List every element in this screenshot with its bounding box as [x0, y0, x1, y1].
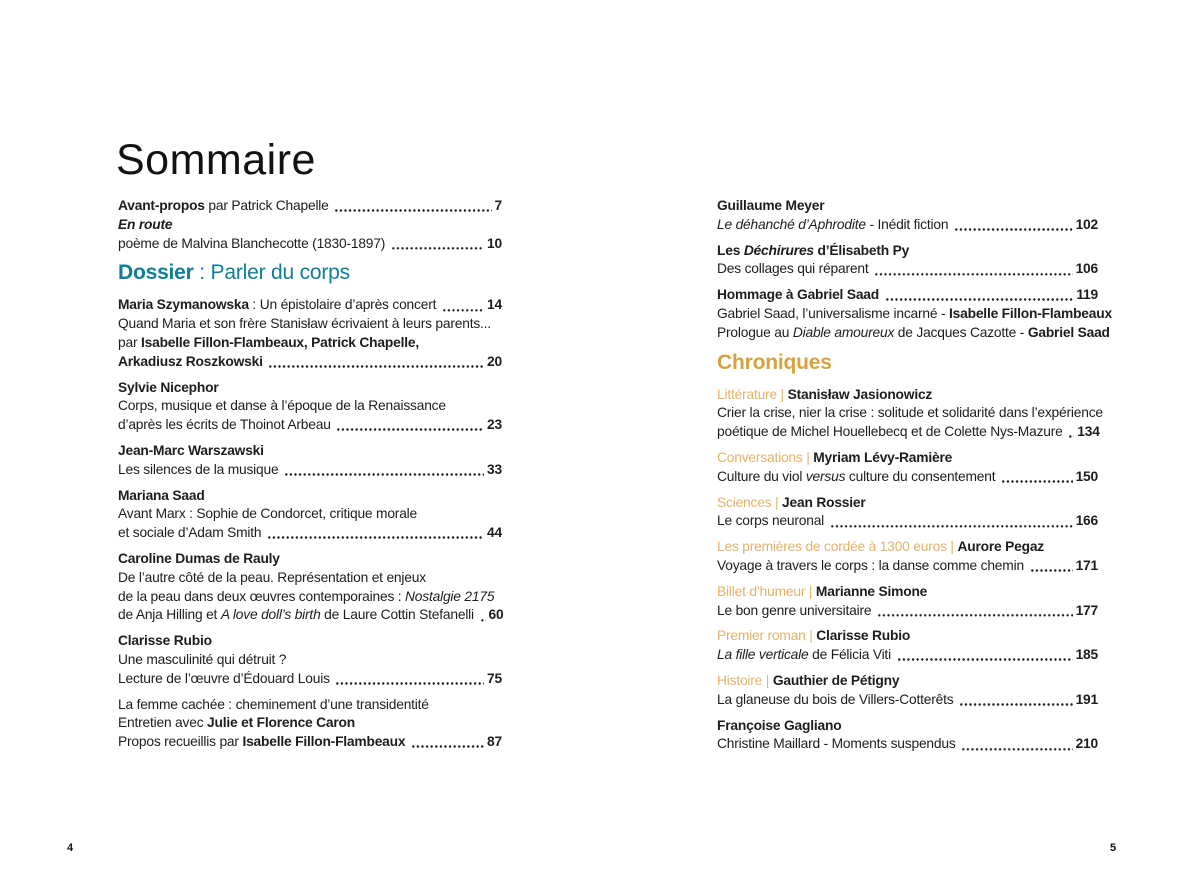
toc-line	[118, 606, 502, 625]
page-ref: 119	[1076, 287, 1098, 303]
toc-text-segment: Histoire	[717, 672, 763, 688]
toc-line	[118, 733, 502, 752]
toc-line	[118, 353, 502, 372]
toc-text-segment: La glaneuse du bois de Villers-Cotterêts	[717, 691, 958, 707]
toc-text-segment: Des collages qui réparent	[717, 261, 873, 277]
dot-leader-icon	[1001, 479, 1073, 484]
toc-text-segment: |	[776, 386, 788, 402]
toc-text-segment: poème de Malvina Blanchecotte (1830-1897)	[118, 235, 389, 251]
toc-entry	[118, 487, 502, 543]
toc-line	[118, 487, 502, 506]
page-title: Sommaire	[116, 135, 316, 184]
toc-text-segment: Gabriel Saad, l’universalisme incarné -	[717, 305, 950, 321]
toc-line	[717, 260, 1098, 279]
toc-text-segment: Les premières de cordée à 1300 euros	[717, 539, 947, 555]
toc-text-segment: Avant-propos	[118, 198, 205, 213]
left-column	[118, 197, 502, 759]
toc-line	[118, 442, 502, 461]
toc-text-segment: Nostalgie 2175	[405, 588, 495, 604]
toc-line	[717, 646, 1098, 665]
toc-line	[118, 588, 502, 607]
toc-text-segment: La femme cachée : cheminement d’une transidentité	[118, 696, 429, 712]
toc-text-segment: Prologue au	[717, 324, 793, 340]
toc-text-segment: Les silences de la musique	[118, 461, 283, 477]
dot-leader-icon	[411, 744, 484, 749]
toc-text-segment: Guillaume Meyer	[717, 198, 825, 213]
toc-text-segment: Marianne Simone	[815, 583, 928, 599]
toc-text-segment: Isabelle Fillon-Flambeaux	[949, 305, 1112, 321]
page-ref: 60	[488, 607, 504, 623]
toc-text-segment: d’Élisabeth Py	[813, 242, 910, 258]
toc-text-segment: Christine Maillard - Moments suspendus	[717, 736, 960, 752]
toc-line	[717, 197, 1098, 216]
toc-text-segment: Hommage à Gabriel Saad	[717, 287, 883, 303]
toc-text-segment: Entretien avec	[118, 715, 208, 731]
toc-text-segment: Sylvie Nicephor	[118, 379, 219, 395]
dot-leader-icon	[334, 208, 491, 213]
toc-line	[717, 423, 1098, 442]
toc-text-segment: |	[946, 539, 958, 555]
page-ref: 23	[487, 417, 502, 433]
toc-line	[118, 315, 502, 334]
page-ref: 20	[487, 353, 502, 369]
toc-entry	[717, 449, 1098, 487]
toc-entry	[717, 627, 1098, 665]
toc-entry	[717, 197, 1098, 235]
toc-line	[118, 296, 502, 315]
toc-entry	[717, 242, 1098, 280]
toc-text-segment: |	[805, 583, 816, 599]
toc-text-segment: Sciences	[717, 494, 772, 510]
toc-line	[118, 696, 502, 715]
page-ref: 166	[1075, 513, 1098, 529]
toc-line	[717, 602, 1098, 621]
toc-text-segment: Avant Marx : Sophie de Condorcet, critique morale	[118, 506, 417, 522]
toc-entry	[118, 379, 502, 435]
toc-line	[717, 216, 1098, 235]
toc-line	[717, 386, 1098, 405]
toc-entry	[717, 286, 1112, 342]
toc-text-segment: Julie et Florence Caron	[207, 715, 356, 731]
section-header	[118, 260, 502, 286]
dot-leader-icon	[897, 657, 1073, 662]
toc-text-segment: La fille verticale	[717, 647, 809, 663]
toc-entry	[717, 538, 1098, 576]
toc-text-segment: Jean Rossier	[782, 494, 866, 510]
toc-line	[717, 538, 1098, 557]
dot-leader-icon	[442, 308, 484, 313]
toc-text-segment: Littérature	[717, 386, 777, 402]
toc-text-segment: versus	[805, 468, 846, 484]
dot-leader-icon	[961, 747, 1072, 752]
page-ref: 191	[1075, 691, 1098, 707]
toc-text-segment: Dossier	[118, 261, 194, 285]
page-ref: 185	[1075, 647, 1098, 663]
toc-line	[118, 569, 502, 588]
toc-entry	[717, 583, 1098, 621]
toc-entry	[717, 717, 1098, 755]
page-ref: 44	[487, 525, 502, 541]
toc-text-segment: A love doll’s birth	[220, 607, 321, 623]
toc-line	[717, 449, 1098, 468]
toc-text-segment: Caroline Dumas de Rauly	[118, 550, 280, 566]
toc-line	[118, 505, 502, 524]
toc-line	[717, 512, 1098, 531]
page-ref: 171	[1075, 557, 1098, 573]
page-ref: 75	[487, 670, 502, 686]
toc-line	[717, 324, 1110, 343]
toc-line	[717, 627, 1098, 646]
page-ref: 177	[1075, 602, 1098, 618]
toc-line	[717, 557, 1098, 576]
page-ref: 150	[1075, 468, 1098, 484]
dot-leader-icon	[874, 272, 1072, 277]
toc-text-segment: Corps, musique et danse à l’époque de la Renaissance	[118, 398, 446, 414]
right-column	[717, 197, 1112, 761]
page-ref: 10	[487, 235, 502, 251]
section-header	[717, 350, 1098, 376]
toc-text-segment: Stanisław Jasionowicz	[787, 386, 933, 402]
toc-entry	[118, 442, 502, 480]
toc-text-segment: par Patrick Chapelle	[204, 198, 333, 213]
toc-text-segment: Clarisse Rubio	[816, 628, 911, 644]
toc-text-segment: Premier roman	[717, 628, 806, 644]
toc-entry	[118, 197, 502, 253]
dot-leader-icon	[336, 427, 484, 432]
toc-text-segment: Voyage à travers le corps : la danse comme chemin	[717, 557, 1028, 573]
page-ref: 14	[487, 297, 502, 313]
toc-entry	[118, 296, 502, 371]
toc-text-segment: Mariana Saad	[118, 487, 205, 503]
toc-text-segment: Gauthier de Pétigny	[772, 672, 900, 688]
toc-line	[717, 691, 1098, 710]
toc-text-segment: |	[771, 494, 783, 510]
toc-text-segment: et sociale d’Adam Smith	[118, 525, 266, 541]
toc-text-segment: - Inédit fiction	[865, 216, 952, 232]
toc-text-segment: Conversations	[717, 449, 803, 465]
dot-leader-icon	[959, 702, 1073, 707]
toc-text-segment: Maria Szymanowska	[118, 297, 249, 313]
toc-line	[118, 334, 502, 353]
toc-text-segment: Clarisse Rubio	[118, 633, 212, 649]
toc-text-segment: Le corps neuronal	[717, 513, 828, 529]
page-ref: 210	[1075, 736, 1098, 752]
toc-text-segment: Chroniques	[717, 350, 832, 374]
toc-line	[118, 416, 502, 435]
toc-line	[717, 735, 1098, 754]
toc-text-segment: Crier la crise, nier la crise : solitude et solidarité dans l’expérience	[717, 405, 1103, 421]
toc-entry	[717, 672, 1098, 710]
toc-line	[717, 672, 1098, 691]
toc-line	[717, 494, 1098, 513]
toc-text-segment: de Jacques Cazotte -	[894, 324, 1028, 340]
dot-leader-icon	[1030, 568, 1073, 573]
page-ref: 87	[487, 734, 502, 750]
toc-line	[717, 242, 1098, 261]
toc-line	[717, 468, 1098, 487]
toc-text-segment: Myriam Lévy-Ramière	[813, 449, 953, 465]
toc-text-segment: de Anja Hilling et	[118, 607, 221, 623]
toc-text-segment: |	[762, 672, 773, 688]
toc-line	[118, 397, 502, 416]
dot-leader-icon	[268, 364, 484, 369]
toc-text-segment: Isabelle Fillon-Flambeaux	[242, 734, 409, 750]
dot-leader-icon	[1068, 434, 1074, 439]
toc-line	[717, 404, 1103, 423]
toc-line	[118, 550, 502, 569]
toc-line	[118, 379, 502, 398]
toc-line	[118, 235, 502, 254]
dot-leader-icon	[830, 524, 1073, 529]
toc-line	[118, 197, 502, 216]
page-ref: 106	[1075, 261, 1098, 277]
folio-right: 5	[1110, 842, 1117, 854]
toc-entry	[717, 386, 1103, 442]
toc-line	[118, 524, 502, 543]
toc-entry	[118, 696, 502, 752]
toc-entry	[118, 550, 502, 625]
toc-text-segment: d’après les écrits de Thoinot Arbeau	[118, 417, 335, 433]
toc-text-segment: Les	[717, 242, 744, 258]
toc-line	[118, 714, 502, 733]
toc-text-segment: Aurore Pegaz	[957, 539, 1044, 555]
toc-text-segment: |	[802, 449, 814, 465]
toc-text-segment: Culture du viol	[717, 468, 806, 484]
toc-text-segment: Lecture de l’œuvre d’Édouard Louis	[118, 670, 334, 686]
toc-text-segment: : Un épistolaire d’après concert	[248, 297, 440, 313]
toc-text-segment: : Parler du corps	[193, 261, 350, 285]
toc-line	[118, 260, 502, 286]
toc-text-segment: De l’autre côté de la peau. Représentation et enjeux	[118, 569, 426, 585]
toc-text-segment: Une masculinité qui détruit ?	[118, 651, 287, 667]
page-ref: 33	[487, 461, 502, 477]
toc-text-segment: Diable amoureux	[792, 324, 895, 340]
toc-text-segment: |	[805, 628, 817, 644]
toc-line	[118, 216, 502, 235]
toc-line	[717, 305, 1112, 324]
toc-entry	[717, 494, 1098, 532]
toc-line	[118, 670, 502, 689]
dot-leader-icon	[267, 535, 484, 540]
toc-text-segment: de la peau dans deux œuvres contemporaines :	[118, 588, 406, 604]
toc-text-segment: Quand Maria et son frère Stanisław écrivaient à leurs parents...	[118, 316, 491, 332]
toc-line	[118, 651, 502, 670]
toc-text-segment: de Laure Cottin Stefanelli	[320, 607, 478, 623]
toc-text-segment: par	[118, 334, 141, 350]
page-ref: 134	[1077, 424, 1100, 440]
dot-leader-icon	[284, 472, 484, 477]
toc-text-segment: Arkadiusz Roszkowski	[118, 353, 267, 369]
toc-text-segment: Propos recueillis par	[118, 734, 243, 750]
dot-leader-icon	[335, 681, 484, 686]
dot-leader-icon	[391, 246, 484, 251]
toc-text-segment: de Félicia Viti	[808, 647, 895, 663]
toc-text-segment: Gabriel Saad	[1027, 324, 1110, 340]
dot-leader-icon	[954, 227, 1073, 232]
toc-text-segment: poétique de Michel Houellebecq et de Colette Nys-Mazure	[717, 424, 1067, 440]
toc-line	[717, 350, 1098, 376]
folio-left: 4	[67, 842, 74, 854]
toc-text-segment: Jean-Marc Warszawski	[118, 442, 264, 458]
toc-text-segment: En route	[118, 216, 173, 232]
toc-line	[118, 632, 502, 651]
page-ref: 7	[494, 198, 502, 213]
toc-entry	[118, 632, 502, 688]
dot-leader-icon	[877, 613, 1073, 618]
page-ref: 102	[1075, 216, 1098, 232]
toc-line	[717, 583, 1098, 602]
toc-text-segment: Billet d’humeur	[717, 583, 806, 599]
dot-leader-icon	[480, 618, 486, 623]
dot-leader-icon	[885, 297, 1074, 302]
toc-text-segment: Le déhanché d’Aphrodite	[717, 216, 866, 232]
toc-text-segment: Le bon genre universitaire	[717, 602, 875, 618]
toc-text-segment: Déchirures	[743, 242, 814, 258]
toc-text-segment: Isabelle Fillon-Flambeaux, Patrick Chapelle,	[140, 334, 419, 350]
toc-text-segment: Françoise Gagliano	[717, 717, 842, 733]
toc-text-segment: culture du consentement	[845, 468, 1000, 484]
toc-line	[717, 286, 1098, 305]
toc-line	[717, 717, 1098, 736]
toc-line	[118, 461, 502, 480]
